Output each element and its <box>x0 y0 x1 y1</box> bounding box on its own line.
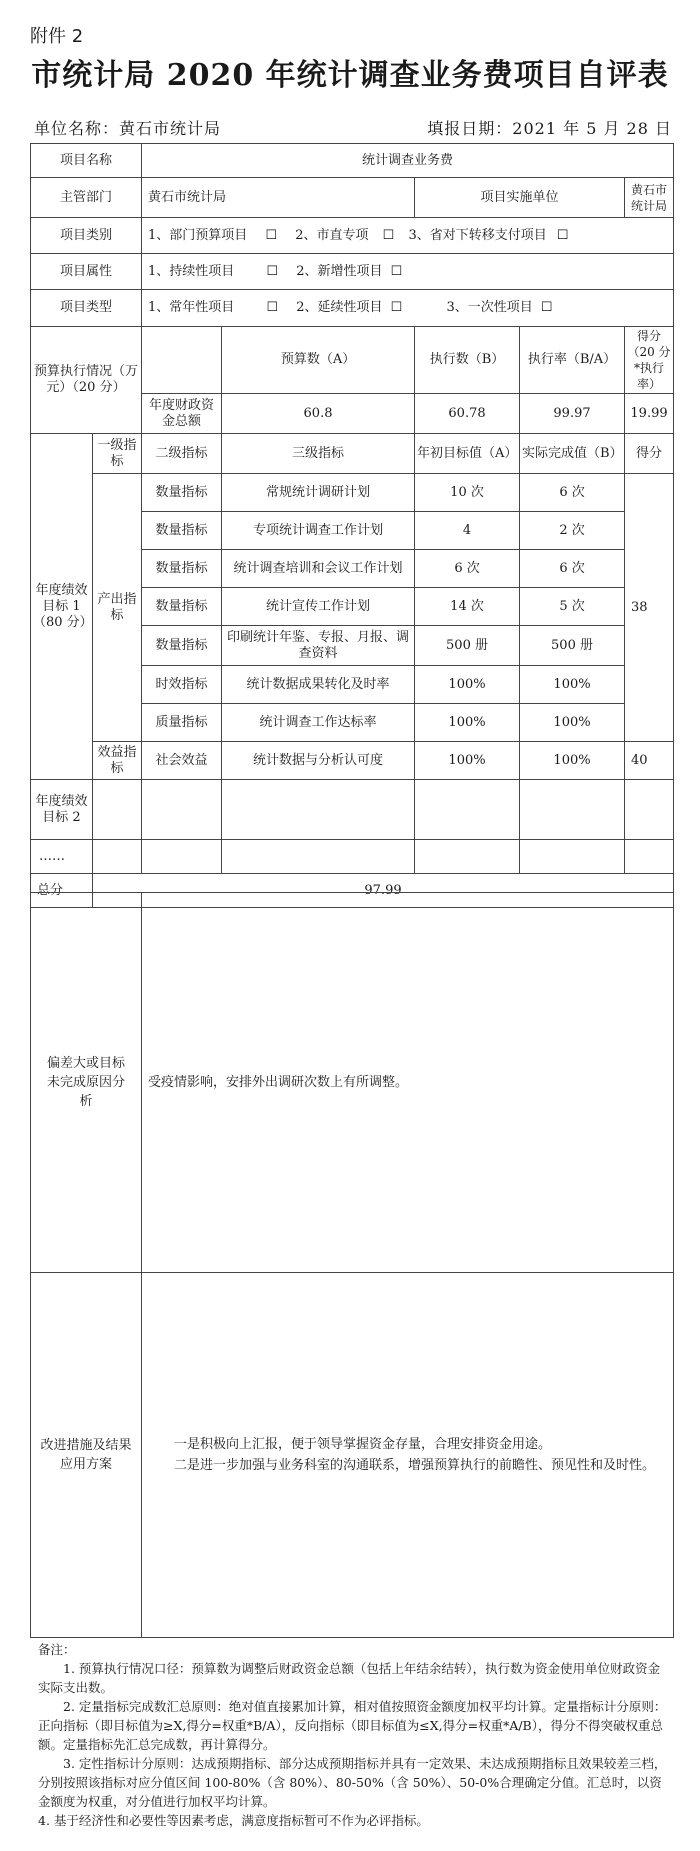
page-title: 市统计局 2020 年统计调查业务费项目自评表 <box>31 58 669 93</box>
level2-cell: 数量指标 <box>142 474 222 512</box>
type-label: 项目类型 <box>31 290 142 327</box>
level3-cell: 印刷统计年鉴、专报、月报、调查资料 <box>222 626 415 666</box>
checkbox-icon: ☐ <box>556 227 569 243</box>
unit-name: 单位名称：黄石市统计局 <box>34 119 222 138</box>
level3-cell: 专项统计调查工作计划 <box>222 512 415 550</box>
level2-cell: 数量指标 <box>142 512 222 550</box>
project-name-value: 统计调查业务费 <box>142 144 674 178</box>
target-header: 年初目标值（A） <box>415 434 520 474</box>
deviation-label: 偏差大或目标未完成原因分析 <box>31 893 142 1273</box>
checkbox-icon: ☐ <box>390 263 403 279</box>
budget-score-header: 得分（20 分*执行率） <box>625 327 674 394</box>
improve-text <box>142 1273 674 1638</box>
impl-unit-label: 项目实施单位 <box>415 178 625 218</box>
budget-label: 预算执行情况（万元）（20 分） <box>31 327 142 434</box>
checkbox-icon: ☐ <box>540 300 553 315</box>
attribute-options <box>142 254 674 290</box>
category-opt3: 3、省对下转移支付项目 <box>408 227 547 243</box>
actual-cell: 6 次 <box>520 550 625 588</box>
actual-header: 实际完成值（B） <box>520 434 625 474</box>
dept-value: 黄石市统计局 <box>142 178 415 218</box>
budget-blank-header <box>142 327 222 394</box>
actual-cell: 6 次 <box>520 474 625 512</box>
level2-cell: 社会效益 <box>142 742 222 780</box>
benefit-indicator-label: 效益指标 <box>93 742 142 780</box>
level1-header: 一级指标 <box>93 434 142 474</box>
level3-cell: 统计数据成果转化及时率 <box>222 666 415 704</box>
note-1: 1. 预算执行情况口径：预算数为调整后财政资金总额（包括上年结余结转），执行数为资金使用单位财政资金实际支出数。 <box>38 1661 661 1695</box>
improve-p1: 一是积极向上汇报，便于领导掌握资金存量，合理安排资金用途。 <box>174 1437 552 1452</box>
table-row <box>31 742 674 780</box>
actual-cell: 500 册 <box>520 626 625 666</box>
attribute-opt1: 1、持续性项目 <box>148 263 235 279</box>
target-cell: 6 次 <box>415 550 520 588</box>
note-4: 4. 基于经济性和必要性等因素考虑，满意度指标暂可不作为必评指标。 <box>38 1813 429 1828</box>
type-opt2: 2、延续性项目 <box>296 300 383 315</box>
actual-cell: 100% <box>520 704 625 742</box>
benefit-score: 40 <box>625 742 674 780</box>
category-opt2: 2、市直专项 <box>295 227 369 243</box>
target-cell: 10 次 <box>415 474 520 512</box>
level2-header: 二级指标 <box>142 434 222 474</box>
target-cell: 14 次 <box>415 588 520 626</box>
checkbox-icon: ☐ <box>390 300 403 315</box>
level2-cell: 时效指标 <box>142 666 222 704</box>
goal2-label: 年度绩效目标 2 <box>31 780 93 840</box>
level2-cell: 数量指标 <box>142 626 222 666</box>
level3-cell: 统计数据与分析认可度 <box>222 742 415 780</box>
improve-p2: 二是进一步加强与业务科室的沟通联系，增强预算执行的前瞻性、预见性和及时性。 <box>174 1458 656 1473</box>
attribute-opt2: 2、新增性项目 <box>296 263 383 279</box>
attribute-label: 项目属性 <box>31 254 142 290</box>
level3-cell: 常规统计调研计划 <box>222 474 415 512</box>
analysis-table <box>30 892 674 1638</box>
dept-label: 主管部门 <box>31 178 142 218</box>
deviation-text: 受疫情影响，安排外出调研次数上有所调整。 <box>142 893 674 1273</box>
category-opt1: 1、部门预算项目 <box>148 227 248 243</box>
table-row <box>31 474 674 512</box>
project-name-label: 项目名称 <box>31 144 142 178</box>
improve-label: 改进措施及结果应用方案 <box>31 1273 142 1638</box>
actual-cell: 5 次 <box>520 588 625 626</box>
output-score: 38 <box>625 474 674 742</box>
note-3: 3. 定性指标计分原则：达成预期指标、部分达成预期指标并具有一定效果、未达成预期指标且效果较差三档，分别按照该指标对应分值区间 100-80%（含 80%）、80-50%（含 50%）、50-0%合理确定分值。汇总时，以资金额度为权重，对分值进行加权平均计算。 <box>38 1756 667 1809</box>
category-options <box>142 218 674 254</box>
target-cell: 4 <box>415 512 520 550</box>
goal1-label: 年度绩效目标 1（80 分） <box>31 434 93 780</box>
target-cell: 100% <box>415 704 520 742</box>
category-label: 项目类别 <box>31 218 142 254</box>
checkbox-icon: ☐ <box>266 263 279 279</box>
level3-cell: 统计宣传工作计划 <box>222 588 415 626</box>
target-cell: 100% <box>415 742 520 780</box>
evaluation-table <box>30 143 674 908</box>
level2-cell: 数量指标 <box>142 550 222 588</box>
output-indicator-label: 产出指标 <box>93 474 142 742</box>
notes-title: 备注： <box>38 1642 76 1657</box>
level3-cell: 统计调查工作达标率 <box>222 704 415 742</box>
annual-fund-label: 年度财政资金总额 <box>142 394 222 434</box>
score-header: 得分 <box>625 434 674 474</box>
exec-rate: 99.97 <box>520 394 625 434</box>
type-opt1: 1、常年性项目 <box>148 300 235 315</box>
level3-cell: 统计调查培训和会议工作计划 <box>222 550 415 588</box>
notes-section <box>38 1640 670 1830</box>
fill-date: 填报日期：2021 年 5 月 28 日 <box>427 119 672 138</box>
total-label: 总分 <box>31 874 93 908</box>
exec-amount: 60.78 <box>415 394 520 434</box>
target-cell: 100% <box>415 666 520 704</box>
budget-amount-header: 预算数（A） <box>222 327 415 394</box>
budget-score: 19.99 <box>625 394 674 434</box>
actual-cell: 100% <box>520 666 625 704</box>
checkbox-icon: ☐ <box>266 300 279 315</box>
ellipsis-label: …… <box>31 840 93 874</box>
level2-cell: 质量指标 <box>142 704 222 742</box>
actual-cell: 2 次 <box>520 512 625 550</box>
actual-cell: 100% <box>520 742 625 780</box>
exec-amount-header: 执行数（B） <box>415 327 520 394</box>
total-value: 97.99 <box>93 874 674 908</box>
level2-cell: 数量指标 <box>142 588 222 626</box>
attachment-label: 附件 2 <box>30 26 84 47</box>
checkbox-icon: ☐ <box>382 227 395 243</box>
type-opt3: 3、一次性项目 <box>446 300 533 315</box>
level3-header: 三级指标 <box>222 434 415 474</box>
type-options <box>142 290 674 327</box>
note-2: 2. 定量指标完成数汇总原则：绝对值直接累加计算，相对值按照资金额度加权平均计算。定量指标计分原则：正向指标（即目标值为≥X,得分=权重*B/A），反向指标（即目标值为≤X,得分=权重*A/B），得分不得突破权重总额。定量指标先汇总完成数，再计算得分。 <box>38 1699 667 1752</box>
exec-rate-header: 执行率（B/A） <box>520 327 625 394</box>
impl-unit-value: 黄石市统计局 <box>625 178 674 218</box>
target-cell: 500 册 <box>415 626 520 666</box>
checkbox-icon: ☐ <box>265 227 278 243</box>
budget-amount: 60.8 <box>222 394 415 434</box>
